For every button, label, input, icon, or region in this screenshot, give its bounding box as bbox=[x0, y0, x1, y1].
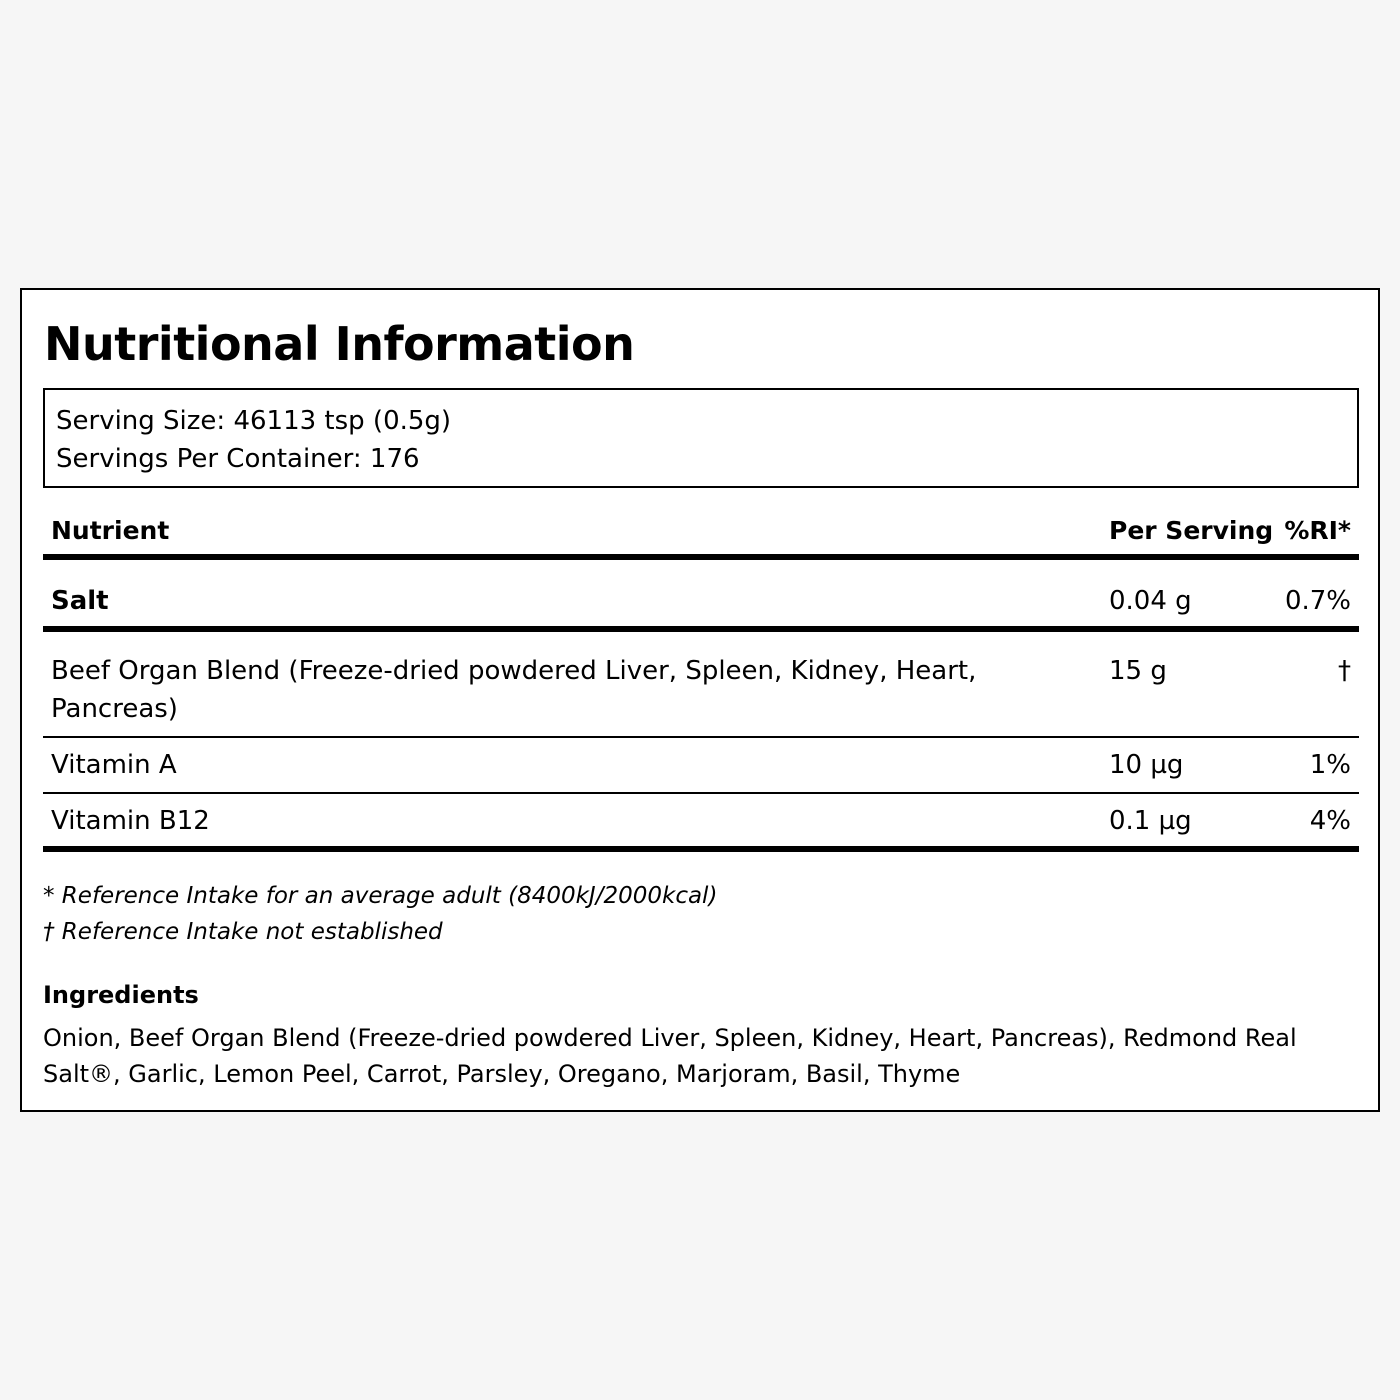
per-serving-value: 0.04 g bbox=[1109, 586, 1192, 616]
ri-value: 1% bbox=[1309, 750, 1351, 780]
ingredients-text: Onion, Beef Organ Blend (Freeze-dried powdered Liver, Spleen, Kidney, Heart, Pancreas), Redmond Real Salt®, Garlic, Lemon Peel, Carrot, Parsley, Oregano, Marjoram, Basil, Thyme bbox=[43, 1024, 1297, 1088]
per-serving-value: 0.1 µg bbox=[1109, 806, 1192, 836]
table-row-salt bbox=[43, 582, 1359, 632]
nutrient-name: Salt bbox=[51, 586, 109, 616]
footnotes bbox=[43, 878, 717, 950]
per-serving-value: 15 g bbox=[1109, 656, 1167, 686]
footnote-not-established: † Reference Intake not established bbox=[43, 919, 443, 945]
nutrient-name: Vitamin A bbox=[51, 750, 177, 780]
ingredients-heading: Ingredients bbox=[43, 981, 199, 1009]
header-nutrient: Nutrient bbox=[51, 516, 170, 545]
ri-value: 0.7% bbox=[1284, 586, 1351, 616]
per-serving-value: 10 µg bbox=[1109, 750, 1184, 780]
label-title: Nutritional Information bbox=[44, 317, 635, 371]
ri-value: 4% bbox=[1309, 806, 1351, 836]
serving-size: Serving Size: 46113 tsp (0.5g) bbox=[56, 406, 452, 436]
ri-value: † bbox=[1338, 656, 1351, 686]
servings-per-container: Servings Per Container: 176 bbox=[56, 444, 420, 474]
table-row-vitamin-b12 bbox=[43, 802, 1359, 852]
serving-info-box bbox=[43, 388, 1359, 488]
table-header-row bbox=[43, 512, 1359, 560]
footnote-reference-intake: * Reference Intake for an average adult (8400kJ/2000kcal) bbox=[43, 883, 718, 909]
table-row-vitamin-a bbox=[43, 746, 1359, 794]
nutrient-name: Beef Organ Blend (Freeze-dried powdered Liver, Spleen, Kidney, Heart, Pancreas) bbox=[51, 656, 977, 724]
nutrition-label bbox=[20, 288, 1380, 1112]
header-per-serving: Per Serving bbox=[1109, 516, 1274, 545]
header-ri: %RI* bbox=[1284, 516, 1351, 545]
nutrient-name: Vitamin B12 bbox=[51, 806, 210, 836]
table-row-beef-organ-blend bbox=[43, 652, 1359, 738]
